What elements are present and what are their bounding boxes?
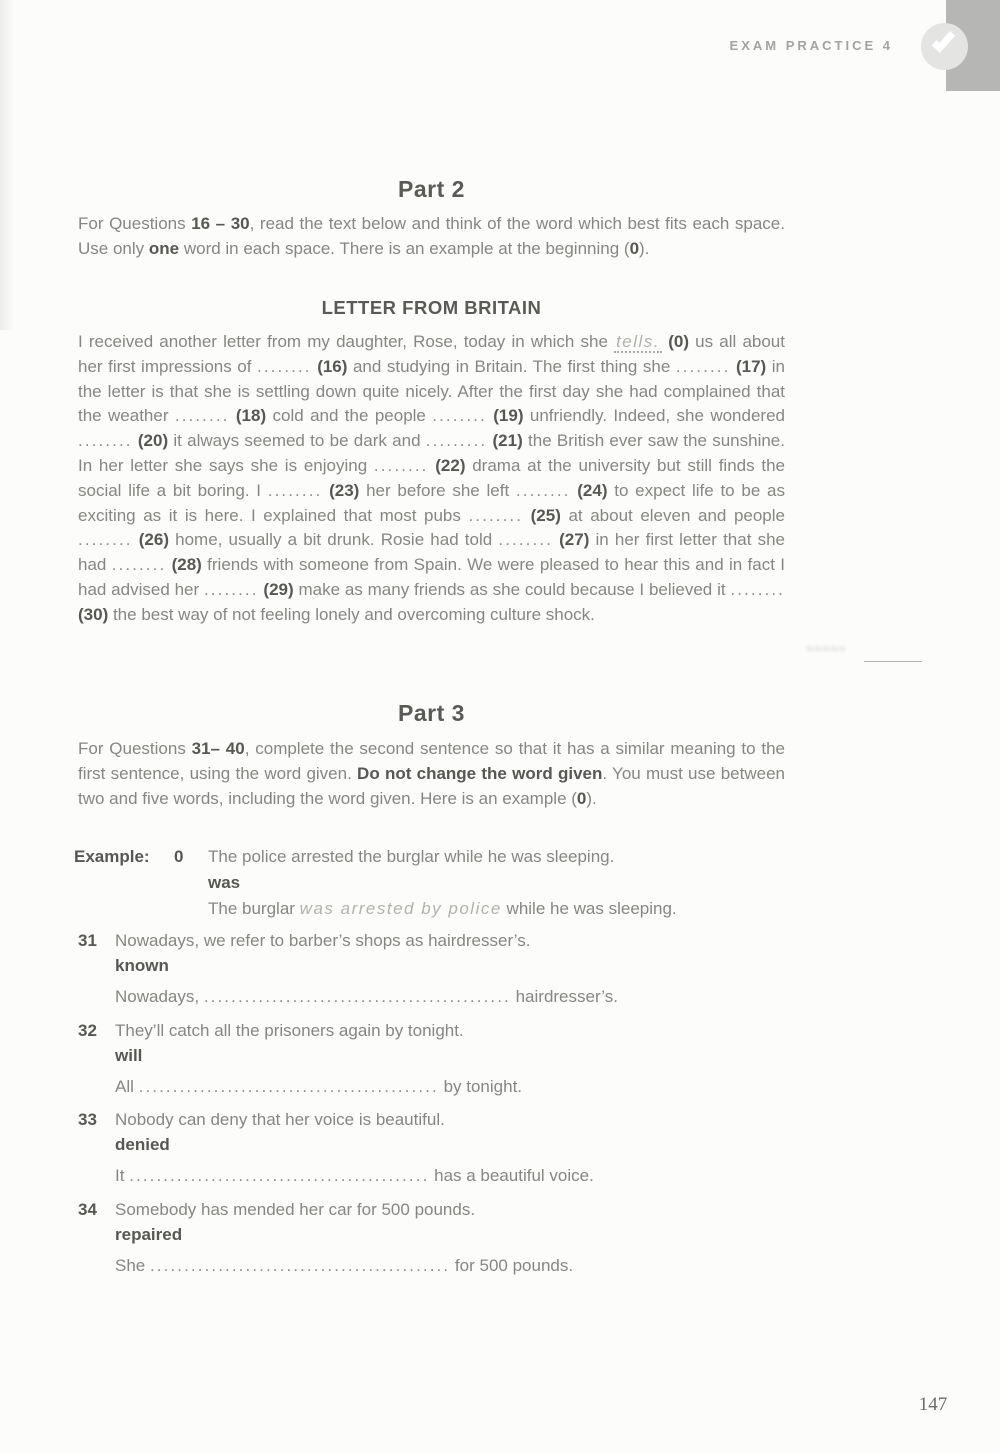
part2-instructions: For Questions 16 – 30, read the text below and think of the word which best fits each space. Use only one word in each space. There is an example at the beginning (0). — [78, 214, 785, 258]
check-icon — [932, 28, 956, 52]
example-block — [74, 844, 781, 922]
question-31 — [78, 928, 785, 1009]
question-number: 32 — [78, 1021, 97, 1040]
check-badge — [921, 23, 968, 70]
part3-instructions: For Questions 31– 40, complete the second sentence so that it has a similar meaning to the first sentence, using the word given. Do not change the word given. You must use between two and five words, including the word given. Here is an example (0). — [78, 739, 785, 808]
answer-line: All ............................................ by tonight. — [115, 1077, 523, 1096]
question-sentence: Nobody can deny that her voice is beautiful. — [115, 1110, 445, 1129]
example-label: Example: — [74, 847, 150, 866]
question-sentence: They’ll catch all the prisoners again by tonight. — [115, 1021, 464, 1040]
scan-edge-shade — [0, 0, 14, 330]
example-given-word: was — [208, 873, 241, 892]
question-number: 31 — [78, 931, 97, 950]
answer-line: Nowadays, ............................................. hairdresser’s. — [115, 987, 618, 1006]
question-sentence: Somebody has mended her car for 500 pounds. — [115, 1200, 476, 1219]
page-number: 147 — [918, 1394, 948, 1415]
example-sentence: The police arrested the burglar while he was sleeping. — [208, 847, 615, 866]
header-label: EXAM PRACTICE 4 — [729, 38, 893, 53]
question-32 — [78, 1018, 785, 1099]
question-34 — [78, 1197, 785, 1278]
answer-line: It ............................................ has a beautiful voice. — [115, 1166, 594, 1185]
letter-text: I received another letter from my daughter, Rose, today in which she tells. (0) us all about her first impressions of ........ (16) and studying in Britain. The first thing she ........ (17) in the letter is that she is settling down quite nicely. After the first day she had complained that the weather ........ (18) cold and the people ........ (19) unfriendly. Indeed, she wondered ........ (20) it always seemed to be dark and ......... (21) the British ever saw the sunshine. In her letter she says she is enjoying ........ (22) drama at the university but still finds the social life a bit boring. I ........ (23) her before she left ........ (24) to expect life to be as exciting as it is here. I explained that most pubs ........ (25) at about eleven and people ........ (26) home, usually a bit drunk. Rosie had told ........ (27) in her first letter that she had ........ (28) friends with someone from Spain. We were pleased to hear this and in fact I had advised her ........ (29) make as many friends as she could because I believed it ........ (30) the best way of not feeling lonely and overcoming culture shock. — [78, 332, 785, 624]
letter-title: LETTER FROM BRITAIN — [321, 297, 542, 318]
given-word: denied — [115, 1135, 170, 1154]
question-number: 33 — [78, 1110, 97, 1129]
stray-line — [864, 661, 922, 662]
given-word: will — [115, 1046, 143, 1065]
example-answer-line: The burglar was arrested by police while he was sleeping. — [208, 899, 677, 918]
question-sentence: Nowadays, we refer to barber’s shops as hairdresser’s. — [115, 931, 531, 950]
pencil-smudge: ≈≈≈≈≈ — [806, 641, 847, 656]
part3-title: Part 3 — [398, 700, 465, 726]
given-word: repaired — [115, 1225, 183, 1244]
question-33 — [78, 1107, 785, 1188]
question-number: 34 — [78, 1200, 97, 1219]
answer-line: She ............................................ for 500 pounds. — [115, 1256, 574, 1275]
part2-title: Part 2 — [398, 176, 465, 202]
example-number: 0 — [174, 847, 184, 866]
given-word: known — [115, 956, 169, 975]
